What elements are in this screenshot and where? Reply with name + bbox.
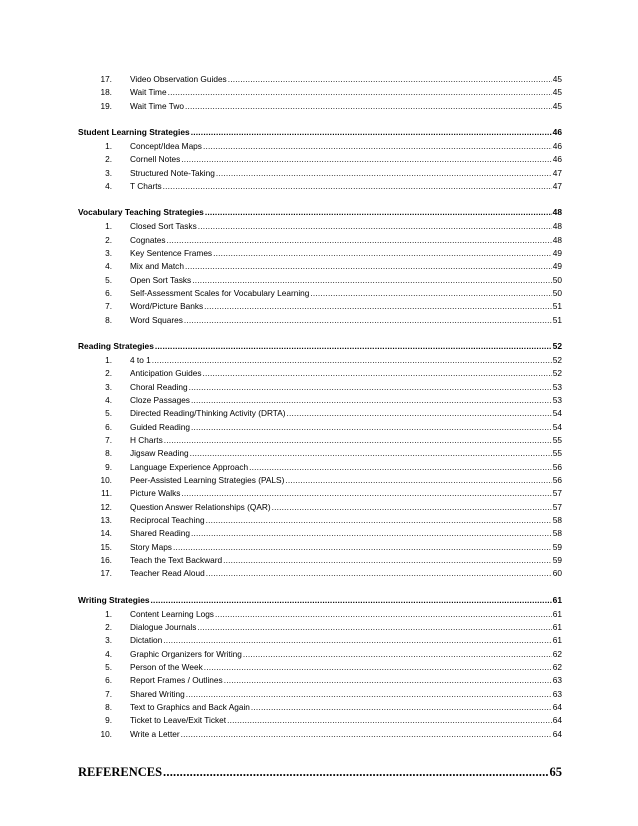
- page-number: 59: [552, 541, 562, 552]
- toc-entry[interactable]: [78, 299, 562, 313]
- page-number: 54: [552, 408, 562, 419]
- entry-number: 1.: [105, 608, 112, 619]
- toc-references-heading[interactable]: [78, 762, 562, 782]
- dot-leader: [227, 713, 552, 727]
- entry-number: 15.: [100, 541, 112, 552]
- toc-entry[interactable]: [78, 513, 562, 527]
- dot-leader: [224, 673, 552, 687]
- dot-leader: [155, 339, 552, 353]
- page-number: 46: [552, 127, 562, 138]
- toc-entry[interactable]: [78, 166, 562, 180]
- dot-leader: [181, 727, 552, 741]
- entry-title: Vocabulary Teaching Strategies: [78, 207, 204, 218]
- entry-title: Reading Strategies: [78, 340, 154, 351]
- dot-leader: [251, 700, 552, 714]
- page-number: 46: [552, 140, 562, 151]
- entry-number: 10.: [100, 474, 112, 485]
- entry-number: 11.: [101, 488, 112, 499]
- entry-number: 3.: [105, 247, 112, 258]
- dot-leader: [310, 286, 551, 300]
- dot-leader: [191, 125, 552, 139]
- toc-entry[interactable]: [78, 152, 562, 166]
- page-number: 57: [552, 488, 562, 499]
- entry-title: Write a Letter: [130, 728, 180, 739]
- dot-leader: [185, 99, 552, 113]
- entry-title: Ticket to Leave/Exit Ticket: [130, 715, 227, 726]
- toc-entry[interactable]: [78, 607, 562, 621]
- dot-leader: [228, 72, 552, 86]
- toc-entry[interactable]: [78, 500, 562, 514]
- entry-title: Jigsaw Reading: [130, 448, 189, 459]
- toc-entry[interactable]: [78, 446, 562, 460]
- page-number: 51: [552, 301, 562, 312]
- entry-number: 1.: [105, 354, 112, 365]
- entry-title: Wait Time Two: [130, 100, 184, 111]
- entry-title: Mix and Match: [130, 261, 184, 272]
- dot-leader: [204, 660, 552, 674]
- toc-entry[interactable]: [78, 673, 562, 687]
- page-number: 62: [552, 648, 562, 659]
- dot-leader: [184, 313, 552, 327]
- entry-title: Directed Reading/Thinking Activity (DRTA): [130, 408, 286, 419]
- entry-title: Word Squares: [130, 314, 183, 325]
- toc-entry[interactable]: [78, 139, 562, 153]
- dot-leader: [215, 607, 552, 621]
- toc-entry[interactable]: [78, 660, 562, 674]
- entry-title: REFERENCES: [78, 765, 163, 780]
- entry-number: 6.: [105, 421, 112, 432]
- entry-number: 12.: [100, 501, 112, 512]
- dot-leader: [203, 366, 552, 380]
- page-number: 46: [552, 154, 562, 165]
- dot-leader: [205, 205, 552, 219]
- dot-leader: [151, 593, 552, 607]
- entry-title: Question Answer Relationships (QAR): [130, 501, 271, 512]
- toc-entry[interactable]: [78, 700, 562, 714]
- entry-title: Cloze Passages: [130, 394, 190, 405]
- entry-title: Reciprocal Teaching: [130, 515, 205, 525]
- dot-leader: [206, 513, 552, 527]
- dot-leader: [167, 233, 552, 247]
- dot-leader: [213, 246, 552, 260]
- dot-leader: [206, 566, 552, 580]
- dot-leader: [287, 406, 552, 420]
- page-number: 52: [552, 368, 562, 379]
- entry-number: 9.: [105, 461, 112, 472]
- dot-leader: [173, 540, 552, 554]
- page-number: 53: [552, 394, 562, 405]
- toc-section-heading[interactable]: [78, 125, 562, 139]
- page-number: 50: [552, 274, 562, 285]
- entry-title: Cornell Notes: [130, 154, 181, 165]
- entry-number: 3.: [105, 381, 112, 392]
- entry-title: Report Frames / Outlines: [130, 675, 223, 686]
- entry-title: Shared Reading: [130, 528, 190, 539]
- toc-entry[interactable]: [78, 246, 562, 260]
- entry-number: 2.: [105, 154, 112, 165]
- page-number: 63: [552, 688, 562, 699]
- entry-title: Person of the Week: [130, 662, 203, 672]
- entry-number: 7.: [105, 434, 112, 445]
- entry-number: 2.: [105, 621, 112, 632]
- dot-leader: [197, 620, 551, 634]
- entry-title: H Charts: [130, 434, 163, 445]
- toc-entry[interactable]: [78, 380, 562, 394]
- entry-title: Teacher Read Aloud: [130, 568, 205, 579]
- entry-title: Language Experience Approach: [130, 461, 249, 472]
- toc-entry[interactable]: [78, 406, 562, 420]
- entry-number: 7.: [105, 301, 112, 312]
- entry-title: Picture Walks: [130, 488, 181, 499]
- toc-entry[interactable]: [78, 353, 562, 367]
- entry-title: Content Learning Logs: [130, 608, 214, 619]
- dot-leader: [191, 393, 552, 407]
- entry-title: Structured Note-Taking: [130, 167, 215, 178]
- page-number: 64: [552, 702, 562, 713]
- dot-leader: [163, 633, 551, 647]
- entry-number: 13.: [100, 515, 112, 525]
- dot-leader: [203, 139, 552, 153]
- entry-title: Graphic Organizers for Writing: [130, 648, 242, 659]
- toc-entry[interactable]: [78, 647, 562, 661]
- entry-number: 17.: [100, 74, 112, 84]
- toc-entry[interactable]: [78, 460, 562, 474]
- dot-leader: [191, 526, 552, 540]
- entry-number: 2.: [105, 368, 112, 379]
- entry-title: Closed Sort Tasks: [130, 221, 197, 232]
- toc-entry[interactable]: [78, 233, 562, 247]
- entry-title: Text to Graphics and Back Again: [130, 702, 250, 713]
- dot-leader: [163, 762, 548, 782]
- page-number: 64: [552, 728, 562, 739]
- entry-number: 4.: [105, 648, 112, 659]
- page-number: 48: [552, 221, 562, 232]
- page-number: 52: [552, 340, 562, 351]
- page-number: 62: [552, 662, 562, 672]
- dot-leader: [249, 460, 552, 474]
- page-number: 54: [552, 421, 562, 432]
- page-number: 56: [552, 461, 562, 472]
- page-number: 63: [552, 675, 562, 686]
- entry-title: Cognates: [130, 234, 166, 245]
- entry-title: Choral Reading: [130, 381, 188, 392]
- toc-entry[interactable]: [78, 273, 562, 287]
- dot-leader: [243, 647, 552, 661]
- page-number: 61: [552, 621, 562, 632]
- toc-entry[interactable]: [78, 713, 562, 727]
- toc-entry[interactable]: [78, 393, 562, 407]
- entry-title: Story Maps: [130, 541, 172, 552]
- page-number: 45: [552, 74, 562, 84]
- dot-leader: [181, 152, 552, 166]
- entry-title: Dictation: [130, 635, 163, 646]
- page-number: 55: [552, 434, 562, 445]
- page-number: 60: [552, 568, 562, 579]
- toc-entry[interactable]: [78, 526, 562, 540]
- entry-number: 3.: [105, 167, 112, 178]
- toc-entry[interactable]: [78, 72, 562, 86]
- page-number: 59: [552, 555, 562, 566]
- entry-number: 1.: [105, 221, 112, 232]
- dot-leader: [152, 353, 552, 367]
- toc-entry[interactable]: [78, 286, 562, 300]
- dot-leader: [216, 166, 552, 180]
- page-number: 61: [552, 594, 562, 605]
- page-number: 51: [552, 314, 562, 325]
- page-number: 53: [552, 381, 562, 392]
- entry-number: 5.: [105, 408, 112, 419]
- page-number: 47: [552, 180, 562, 191]
- page-number: 58: [552, 528, 562, 539]
- entry-title: Concept/Idea Maps: [130, 140, 202, 151]
- toc-entry[interactable]: [78, 179, 562, 193]
- page-number: 48: [552, 234, 562, 245]
- dot-leader: [189, 380, 552, 394]
- entry-number: 6.: [105, 287, 112, 298]
- entry-title: Writing Strategies: [78, 594, 150, 605]
- page-number: 57: [552, 501, 562, 512]
- toc-entry[interactable]: [78, 420, 562, 434]
- dot-leader: [163, 179, 552, 193]
- entry-title: Student Learning Strategies: [78, 127, 190, 138]
- entry-title: Shared Writing: [130, 688, 185, 699]
- dot-leader: [190, 446, 552, 460]
- dot-leader: [192, 273, 552, 287]
- dot-leader: [204, 299, 552, 313]
- toc-entry[interactable]: [78, 366, 562, 380]
- page-number: 55: [552, 448, 562, 459]
- entry-number: 5.: [105, 662, 112, 672]
- page-number: 50: [552, 287, 562, 298]
- entry-title: Teach the Text Backward: [130, 555, 223, 566]
- toc-entry[interactable]: [78, 313, 562, 327]
- toc-entry[interactable]: [78, 219, 562, 233]
- page-number: 47: [552, 167, 562, 178]
- entry-number: 8.: [105, 448, 112, 459]
- entry-number: 7.: [105, 688, 112, 699]
- entry-number: 9.: [105, 715, 112, 726]
- entry-number: 4.: [105, 394, 112, 405]
- toc-entry[interactable]: [78, 727, 562, 741]
- entry-number: 4.: [105, 261, 112, 272]
- page-number: 58: [552, 515, 562, 525]
- entry-number: 14.: [100, 528, 112, 539]
- toc-entry[interactable]: [78, 633, 562, 647]
- entry-number: 8.: [105, 314, 112, 325]
- page-number: 49: [552, 261, 562, 272]
- entry-title: 4 to 1: [130, 354, 151, 365]
- dot-leader: [168, 85, 552, 99]
- entry-title: Open Sort Tasks: [130, 274, 192, 285]
- entry-number: 2.: [105, 234, 112, 245]
- entry-number: 1.: [105, 140, 112, 151]
- toc-entry[interactable]: [78, 473, 562, 487]
- toc-entry[interactable]: [78, 85, 562, 99]
- dot-leader: [191, 420, 552, 434]
- page-number: 65: [549, 765, 562, 780]
- dot-leader: [186, 687, 552, 701]
- page-number: 45: [552, 87, 562, 98]
- entry-number: 19.: [100, 100, 112, 111]
- page-number: 52: [552, 354, 562, 365]
- entry-title: Self-Assessment Scales for Vocabulary Learning: [130, 287, 310, 298]
- entry-number: 17.: [100, 568, 112, 579]
- page-number: 45: [552, 100, 562, 111]
- toc-entry[interactable]: [78, 99, 562, 113]
- entry-number: 10.: [100, 728, 112, 739]
- page-number: 49: [552, 247, 562, 258]
- toc-entry[interactable]: [78, 486, 562, 500]
- dot-leader: [185, 259, 552, 273]
- entry-title: Video Observation Guides: [130, 74, 227, 84]
- toc-entry[interactable]: [78, 259, 562, 273]
- page-number: 61: [552, 608, 562, 619]
- toc-section-heading[interactable]: [78, 593, 562, 607]
- entry-number: 3.: [105, 635, 112, 646]
- dot-leader: [272, 500, 552, 514]
- entry-title: Key Sentence Frames: [130, 247, 213, 258]
- toc-entry[interactable]: [78, 540, 562, 554]
- entry-number: 16.: [100, 555, 112, 566]
- entry-title: Guided Reading: [130, 421, 190, 432]
- entry-title: T Charts: [130, 180, 162, 191]
- toc-entry[interactable]: [78, 433, 562, 447]
- entry-title: Peer-Assisted Learning Strategies (PALS): [130, 474, 285, 485]
- toc-entry[interactable]: [78, 687, 562, 701]
- toc-entry[interactable]: [78, 566, 562, 580]
- entry-title: Wait Time: [130, 87, 167, 98]
- toc-entry[interactable]: [78, 553, 562, 567]
- entry-number: 6.: [105, 675, 112, 686]
- dot-leader: [198, 219, 552, 233]
- entry-title: Anticipation Guides: [130, 368, 202, 379]
- toc-entry[interactable]: [78, 620, 562, 634]
- dot-leader: [285, 473, 551, 487]
- toc-section-heading[interactable]: [78, 205, 562, 219]
- page-number: 61: [552, 635, 562, 646]
- entry-number: 5.: [105, 274, 112, 285]
- page-number: 48: [552, 207, 562, 218]
- entry-title: Word/Picture Banks: [130, 301, 204, 312]
- page-number: 64: [552, 715, 562, 726]
- entry-number: 4.: [105, 180, 112, 191]
- entry-title: Dialogue Journals: [130, 621, 197, 632]
- entry-number: 18.: [100, 87, 112, 98]
- page-number: 56: [552, 474, 562, 485]
- dot-leader: [164, 433, 552, 447]
- dot-leader: [181, 486, 551, 500]
- dot-leader: [223, 553, 552, 567]
- entry-number: 8.: [105, 702, 112, 713]
- toc-section-heading[interactable]: [78, 339, 562, 353]
